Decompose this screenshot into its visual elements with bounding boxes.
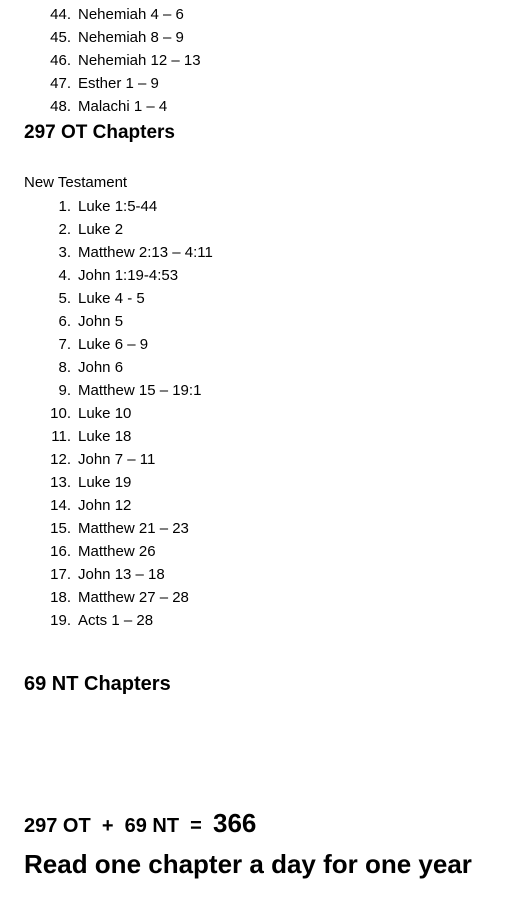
- list-number: 3.: [58, 244, 71, 261]
- list-text: Malachi 1 – 4: [78, 98, 168, 115]
- list-text: John 1:19-4:53: [78, 267, 179, 284]
- list-text: Luke 10: [78, 405, 132, 422]
- list-text: Matthew 15 – 19:1: [78, 382, 202, 399]
- nt-reading-list: [0, 195, 520, 632]
- list-item: [0, 425, 520, 448]
- list-number: 45.: [50, 29, 71, 46]
- list-number: 5.: [58, 290, 71, 307]
- list-number: 12.: [50, 451, 71, 468]
- list-text: Matthew 26: [78, 543, 156, 560]
- list-text: John 7 – 11: [78, 451, 156, 468]
- list-item: [0, 494, 520, 517]
- list-text: John 6: [78, 359, 124, 376]
- list-number: 48.: [50, 98, 71, 115]
- list-number: 14.: [50, 497, 71, 514]
- chapter-sum-equation: [24, 805, 256, 846]
- list-text: Nehemiah 12 – 13: [78, 52, 201, 69]
- list-item: [0, 563, 520, 586]
- list-item: [0, 517, 520, 540]
- list-text: Esther 1 – 9: [78, 75, 159, 92]
- list-number: 17.: [50, 566, 71, 583]
- list-item: [0, 379, 520, 402]
- list-number: 15.: [50, 520, 71, 537]
- list-text: Matthew 2:13 – 4:11: [78, 244, 213, 261]
- list-item: [0, 26, 520, 49]
- equation-result: 366: [212, 808, 257, 838]
- list-text: Luke 19: [78, 474, 132, 491]
- list-text: Luke 6 – 9: [78, 336, 149, 353]
- list-number: 7.: [58, 336, 71, 353]
- list-item: [0, 241, 520, 264]
- list-item: [0, 195, 520, 218]
- list-number: 46.: [50, 52, 71, 69]
- list-item: [0, 586, 520, 609]
- list-number: 8.: [58, 359, 71, 376]
- list-number: 4.: [58, 267, 71, 284]
- list-number: 10.: [50, 405, 71, 422]
- list-item: [0, 310, 520, 333]
- list-number: 1.: [58, 198, 71, 215]
- list-text: John 12: [78, 497, 132, 514]
- list-item: [0, 333, 520, 356]
- list-number: 6.: [58, 313, 71, 330]
- list-number: 13.: [50, 474, 71, 491]
- list-item: [0, 264, 520, 287]
- list-item: [0, 3, 520, 26]
- list-item: [0, 356, 520, 379]
- list-text: Matthew 21 – 23: [78, 520, 189, 537]
- list-number: 19.: [50, 612, 71, 629]
- list-item: [0, 95, 520, 118]
- list-text: Nehemiah 4 – 6: [78, 6, 184, 23]
- list-item: [0, 72, 520, 95]
- list-item: [0, 402, 520, 425]
- list-item: [0, 471, 520, 494]
- list-item: [0, 448, 520, 471]
- list-text: Luke 1:5-44: [78, 198, 158, 215]
- list-item: [0, 609, 520, 632]
- list-text: Luke 4 - 5: [78, 290, 145, 307]
- list-text: Matthew 27 – 28: [78, 589, 189, 606]
- list-item: [0, 287, 520, 310]
- ot-reading-list: [0, 3, 520, 118]
- list-text: John 13 – 18: [78, 566, 165, 583]
- nt-chapter-total: 69 NT Chapters: [24, 673, 171, 695]
- list-number: 18.: [50, 589, 71, 606]
- section-heading-new-testament: New Testament: [24, 174, 128, 191]
- list-text: John 5: [78, 313, 124, 330]
- list-text: Luke 18: [78, 428, 132, 445]
- list-number: 44.: [50, 6, 71, 23]
- list-number: 2.: [58, 221, 71, 238]
- ot-chapter-total: 297 OT Chapters: [24, 122, 175, 143]
- reading-plan-tagline: Read one chapter a day for one year: [24, 849, 472, 879]
- equation-terms: 297 OT + 69 NT =: [24, 815, 213, 837]
- list-item: [0, 218, 520, 241]
- list-number: 11.: [51, 428, 71, 445]
- list-item: [0, 49, 520, 72]
- list-text: Luke 2: [78, 221, 124, 238]
- list-text: Acts 1 – 28: [78, 612, 154, 629]
- list-number: 9.: [58, 382, 71, 399]
- list-item: [0, 540, 520, 563]
- list-number: 47.: [50, 75, 71, 92]
- list-number: 16.: [50, 543, 71, 560]
- list-text: Nehemiah 8 – 9: [78, 29, 184, 46]
